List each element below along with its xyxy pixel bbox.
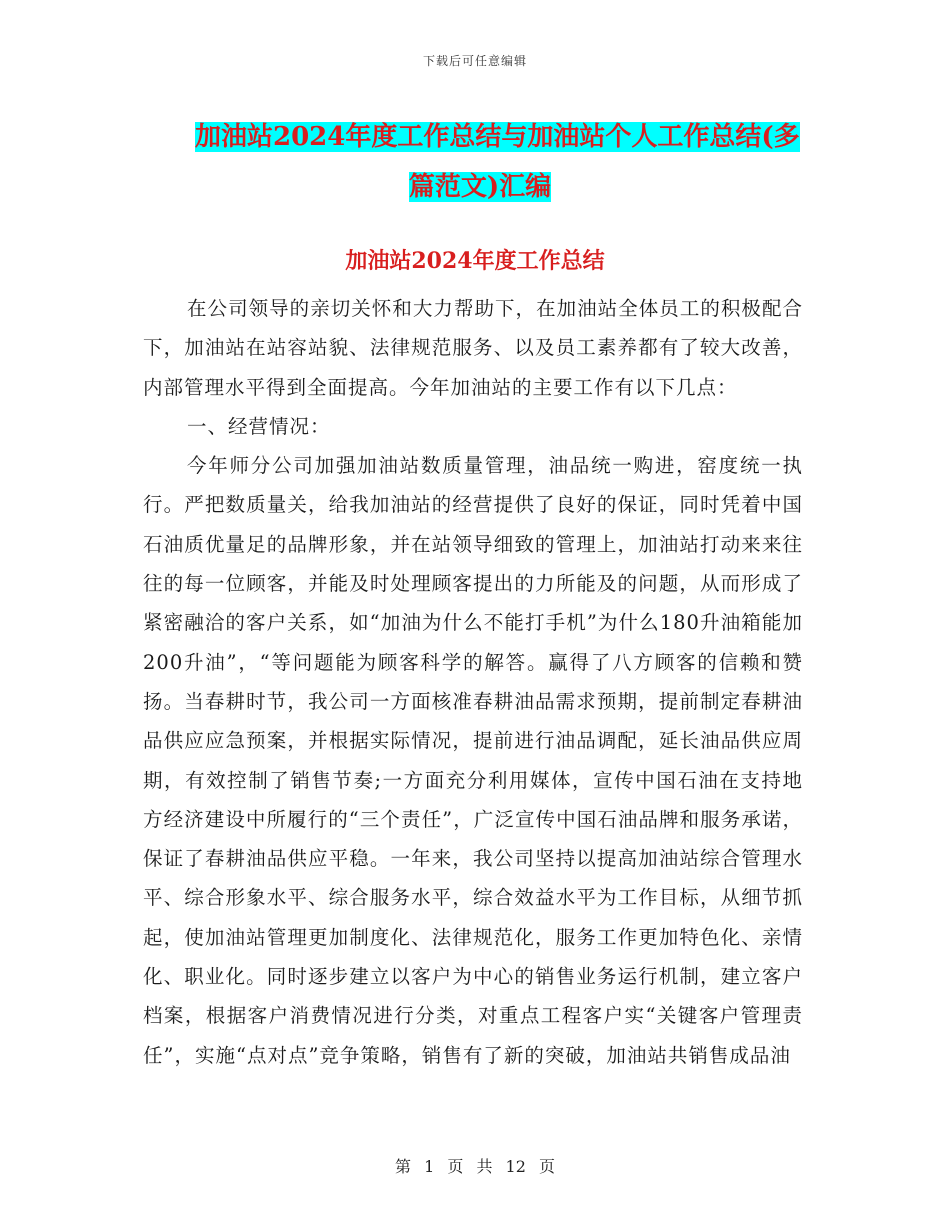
document-title xyxy=(150,112,810,212)
title-highlight-1: 加油站2024年度工作总结与加油站个人工作总结(多 xyxy=(195,122,800,152)
page-number: 第 1 页 共 12 页 xyxy=(395,1157,555,1176)
paragraph-operations: 今年师分公司加强加油站数质量管理，油品统一购进，窑度统一执行。严把数质量关，给我加油站的经营提供了良好的保证，同时凭着中国石油质优量足的品牌形象，并在站领导细致的管理上，加油站打动来来往往的每一位顾客，并能及时处理顾客提出的力所能及的问题，从而形成了紧密融洽的客户关系，如“加油为什么不能打手机”为什么180升油箱能加200升油”，“等问题能为顾客科学的解答。赢得了八方顾客的信赖和赞扬。当春耕时节，我公司一方面核准春耕油品需求预期，提前制定春耕油品供应应急预案，并根据实际情况，提前进行油品调配，延长油品供应周期，有效控制了销售节奏;一方面充分利用媒体，宣传中国石油在支持地方经济建设中所履行的“三个责任”，广泛宣传中国石油品牌和服务承诺，保证了春耕油品供应平稳。一年来，我公司坚持以提高加油站综合管理水平、综合形象水平、综合服务水平，综合效益水平为工作目标，从细节抓起，使加油站管理更加制度化、法律规范化，服务工作更加特色化、亲情化、职业化。同时逐步建立以客户为中心的销售业务运行机制，建立客户档案，根据客户消费情况进行分类，对重点工程客户实“关键客户管理责任”，实施“点对点”竞争策略，销售有了新的突破，加油站共销售成品油 xyxy=(143,454,803,1067)
paragraph-intro: 在公司领导的亲切关怀和大力帮助下，在加油站全体员工的积极配合下，加油站在站容站貌、法律规范服务、以及员工素养都有了较大改善，内部管理水平得到全面提高。今年加油站的主要工作有以下几点： xyxy=(143,297,803,399)
section-title: 加油站2024年度工作总结 xyxy=(345,248,605,274)
document-title-line-1 xyxy=(150,112,810,162)
paragraph-heading-1: 一、经营情况： xyxy=(187,414,331,438)
title-highlight-2: 篇范文)汇编 xyxy=(408,172,552,202)
header-note: 下载后可任意编辑 xyxy=(422,54,527,68)
body-text xyxy=(143,289,803,1075)
document-title-line-2 xyxy=(150,162,810,212)
